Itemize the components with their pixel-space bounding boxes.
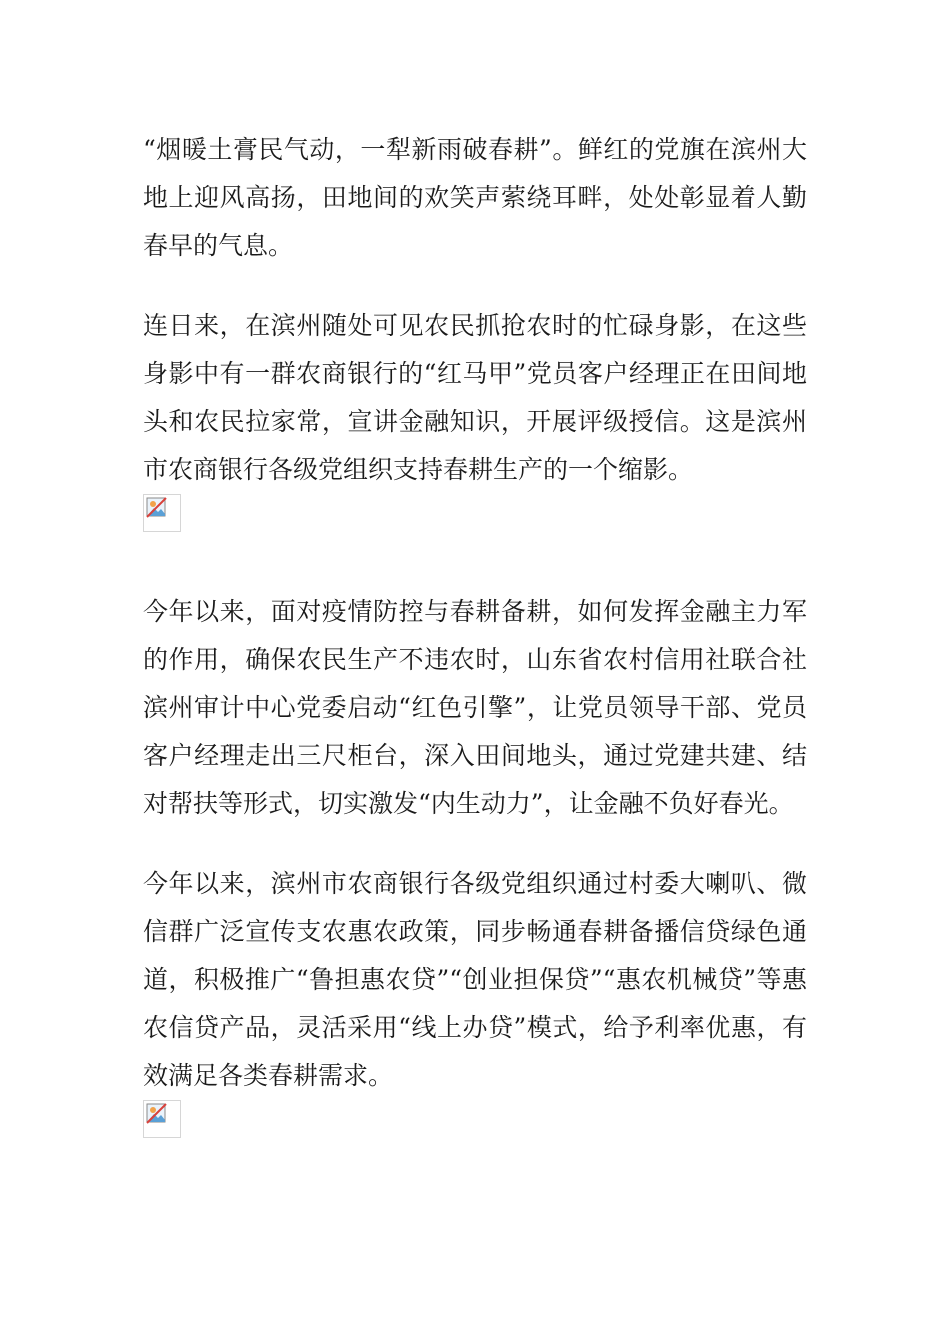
broken-image-placeholder-1 [143, 494, 181, 532]
paragraph-gap [143, 270, 807, 302]
image-gap [143, 532, 807, 588]
paragraph-3: 今年以来，面对疫情防控与春耕备耕，如何发挥金融主力军的作用，确保农民生产不违农时，山东省农村信用社联合社滨州审计中心党委启动“红色引擎”，让党员领导干部、党员客户经理走出三尺柜台，深入田间地头，通过党建共建、结对帮扶等形式，切实激发“内生动力”，让金融不负好春光。 [143, 597, 807, 818]
paragraph-4: 今年以来，滨州市农商银行各级党组织通过村委大喇叭、微信群广泛宣传支农惠农政策，同步畅通春耕备播信贷绿色通道，积极推广“鲁担惠农贷”“创业担保贷”“惠农机械贷”等惠农信贷产品，灵活采用“线上办贷”模式，给予利率优惠，有效满足各类春耕需求。 [143, 869, 807, 1090]
broken-image-placeholder-2 [143, 1100, 181, 1138]
broken-image-icon [146, 497, 168, 519]
paragraph-gap [143, 828, 807, 860]
paragraph-1: “烟暖土膏民气动，一犁新雨破春耕”。鲜红的党旗在滨州大地上迎风高扬，田地间的欢笑声萦绕耳畔，处处彰显着人勤春早的气息。 [143, 135, 807, 260]
paragraph-2: 连日来，在滨州随处可见农民抓抢农时的忙碌身影，在这些身影中有一群农商银行的“红马甲”党员客户经理正在田间地头和农民拉家常，宣讲金融知识，开展评级授信。这是滨州市农商银行各级党组织支持春耕生产的一个缩影。 [143, 311, 807, 484]
broken-image-icon [146, 1103, 168, 1125]
article-body [143, 126, 807, 1138]
